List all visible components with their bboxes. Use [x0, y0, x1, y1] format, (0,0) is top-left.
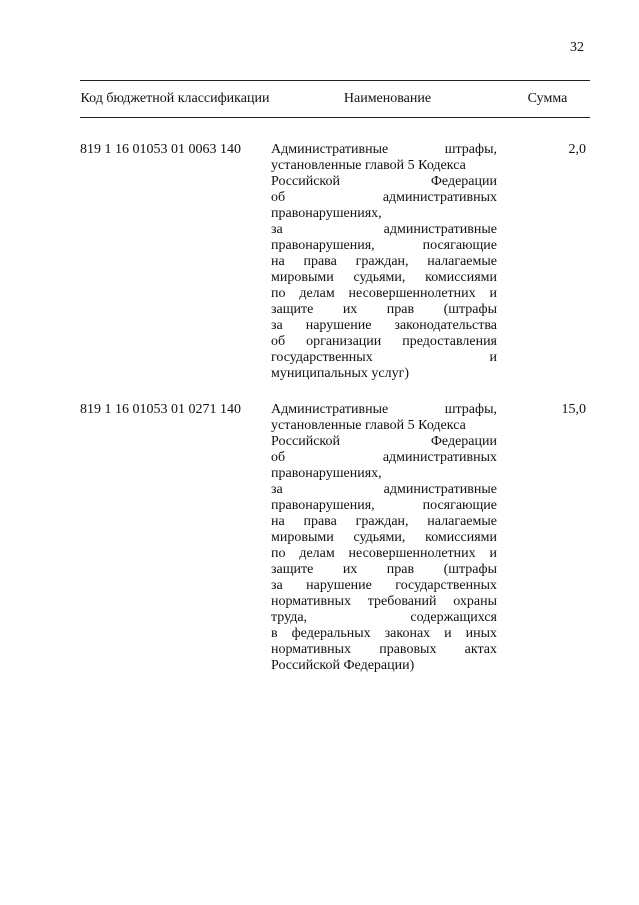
table-header: [80, 80, 590, 118]
row-name-line: правонарушения, посягающие: [271, 238, 497, 253]
row-name-line: установленные главой 5 Кодекса: [271, 418, 466, 433]
row-name-line: нормативных требований охраны: [271, 594, 497, 609]
row-name-line: мировыми судьями, комиссиями: [271, 270, 497, 285]
row-name-line: мировыми судьями, комиссиями: [271, 530, 497, 545]
row-sum: 15,0: [561, 402, 586, 417]
row-name-line: муниципальных услуг): [271, 366, 410, 381]
row-name-line: установленные главой 5 Кодекса: [271, 158, 466, 173]
row-name-line: об организации предоставления: [271, 334, 497, 349]
row-name-line: за административные: [271, 222, 497, 237]
row-name: [271, 402, 497, 674]
row-name-line: в федеральных законах и иных: [271, 626, 497, 641]
page-number: 32: [570, 40, 584, 55]
row-name-line: государственных и: [271, 350, 497, 365]
row-code: 819 1 16 01053 01 0063 140: [80, 142, 241, 157]
row-sum: 2,0: [568, 142, 586, 157]
row-name-line: Административные штрафы,: [271, 142, 497, 157]
header-code: Код бюджетной классификации: [80, 91, 270, 106]
row-name-line: Административные штрафы,: [271, 402, 497, 417]
row-code: 819 1 16 01053 01 0271 140: [80, 402, 241, 417]
row-name-line: об административных: [271, 190, 497, 205]
row-name-line: за нарушение законодательства: [271, 318, 497, 333]
row-name: [271, 142, 497, 382]
row-name-line: правонарушения, посягающие: [271, 498, 497, 513]
header-sum: Сумма: [527, 91, 568, 106]
row-name-line: за нарушение государственных: [271, 578, 497, 593]
row-name-line: правонарушениях,: [271, 466, 382, 481]
row-name-line: по делам несовершеннолетних и: [271, 286, 497, 301]
row-name-line: за административные: [271, 482, 497, 497]
row-name-line: на права граждан, налагаемые: [271, 514, 497, 529]
row-name-line: на права граждан, налагаемые: [271, 254, 497, 269]
row-name-line: об административных: [271, 450, 497, 465]
header-name: Наименование: [343, 91, 432, 106]
row-name-line: нормативных правовых актах: [271, 642, 497, 657]
row-name-line: труда, содержащихся: [271, 610, 497, 625]
row-name-line: по делам несовершеннолетних и: [271, 546, 497, 561]
row-name-line: Российской Федерации: [271, 174, 497, 189]
row-name-line: защите их прав (штрафы: [271, 302, 497, 317]
row-name-line: защите их прав (штрафы: [271, 562, 497, 577]
row-name-line: правонарушениях,: [271, 206, 382, 221]
row-name-line: Российской Федерации): [271, 658, 415, 673]
row-name-line: Российской Федерации: [271, 434, 497, 449]
